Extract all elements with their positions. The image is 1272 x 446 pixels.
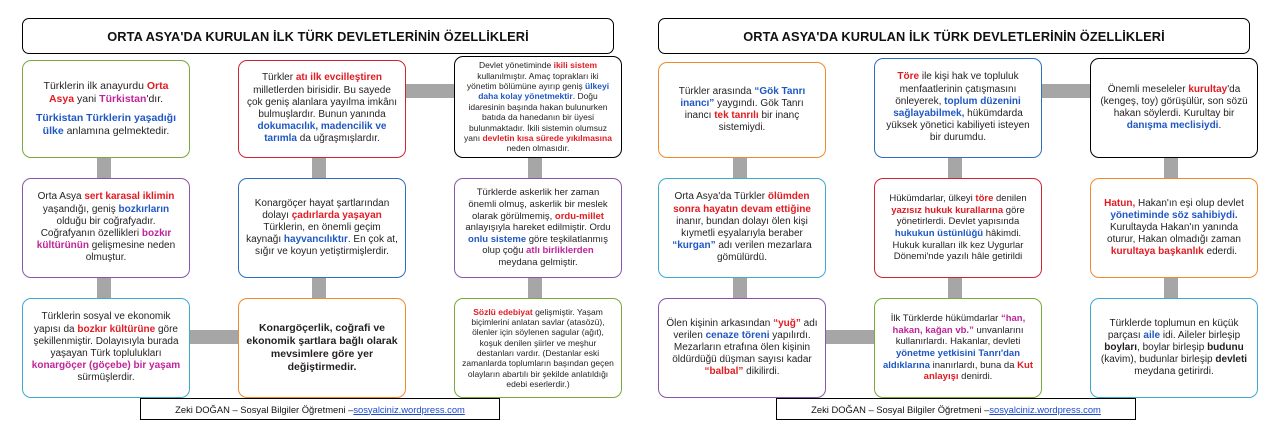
connector-r-c1c2-bottom	[821, 330, 881, 344]
box-left-c3r2-text: Türklerde askerlik her zaman önemli olmuş, askerlik bir meslek olarak görülmemiş, ordu-millet anlayışıyla hareket edilmiştir. Ordu onlu sisteme göre teşkilatlanmış olup çoğu atlı birliklerden meydana gelmiştir.	[465, 187, 611, 268]
box-right-c3r3-text: Türklerde toplumun en küçük parçası aile idi. Aileler birleşip boyları, boylar birleşip budunu (kavim), budunlar birleşip devleti meydana getirirdi.	[1100, 317, 1248, 378]
connector-r-c2c3-top	[1036, 84, 1096, 98]
connector-l-c2c3-top	[400, 84, 460, 98]
connector-l-c1-r2r3	[97, 278, 111, 298]
box-right-c2r2[interactable]	[874, 178, 1042, 278]
connector-r-c2-r1r2	[948, 158, 962, 178]
box-right-c2r3-text: İlk Türklerde hükümdarlar “han, hakan, kağan vb.” unvanlarını kullanırlardı. Hakanlar, devleti yönetme yetkisini Tanrı'dan aldıklarına inanırlardı, buna da Kut anlayışı denirdi.	[883, 313, 1033, 383]
connector-r-c1-r1r2	[733, 158, 747, 178]
box-left-c3r3-text: Sözlü edebiyat gelişmiştir. Yaşam biçimlerini anlatan savlar (atasözü), ölenler için söylenen sagular (ağıt), koşuk denilen şiirler ve meşhur destanları vardır. (Destanlar eski zamanlarda toplumların başından geçen olayların abartılı bir şekilde anlatıldığı edebi eserlerdir.)	[462, 306, 614, 390]
connector-r-c3-r2r3	[1164, 278, 1178, 298]
footer-left-link[interactable]: sosyalciniz.wordpress.com	[353, 403, 465, 415]
box-left-c1r1-p2: Türkistan Türklerin yaşadığı ülke anlamına gelmektedir.	[35, 112, 177, 137]
box-left-c1r1-p1: Türklerin ilk anayurdu Orta Asya yani Türkistan'dır.	[43, 80, 169, 106]
connector-l-c3-r1r2	[528, 158, 542, 178]
box-right-c2r1-text: Töre ile kişi hak ve topluluk menfaatlerinin çatışmasını önleyerek, toplum düzenini sağlayabilmek, hükümdarda yüksek yönetici kabiliyeti isteyen bir durumdu.	[886, 71, 1030, 144]
panel-right	[636, 0, 1272, 446]
box-left-c1r2[interactable]	[22, 178, 190, 278]
page-title-right	[658, 18, 1250, 54]
box-right-c1r1[interactable]	[658, 62, 826, 158]
footer-right-text: Zeki DOĞAN – Sosyal Bilgiler Öğretmeni –	[811, 403, 990, 415]
footer-left-text: Zeki DOĞAN – Sosyal Bilgiler Öğretmeni –	[175, 403, 354, 415]
box-right-c1r3-text: Ölen kişinin arkasından “yuğ” adı verilen cenaze töreni yapılırdı. Mezarların etrafına ölen kişinin öldürdüğü düşman sayısı kadar “balbal” dikilirdi.	[666, 317, 818, 378]
connector-l-c3-r2r3	[528, 278, 542, 298]
connector-l-c1c2-bottom	[185, 330, 245, 344]
box-left-c2r1[interactable]	[238, 60, 406, 158]
box-right-c1r3[interactable]	[658, 298, 826, 398]
box-right-c3r2[interactable]	[1090, 178, 1258, 278]
box-right-c3r2-text: Hatun, Hakan'ın eşi olup devlet yönetiminde söz sahibiydi. Kurultayda Hakan'ın yanında oturur, Hakan olmadığı zaman kurultaya başkanlık ederdi.	[1104, 197, 1244, 258]
page-title-left	[22, 18, 614, 54]
connector-r-c1-r2r3	[733, 278, 747, 298]
box-left-c2r3[interactable]	[238, 298, 406, 398]
box-right-c1r1-text: Türkler arasında “Gök Tanrı inancı” yaygındı. Gök Tanrı inancı tek tanrılı bir inanç sistemiydi.	[678, 85, 806, 134]
footer-right	[776, 398, 1136, 420]
box-right-c2r2-text: Hükümdarlar, ülkeyi töre denilen yazısız hukuk kurallarına göre yönetirlerdi. Devlet yapısında hukukun üstünlüğü hâkimdi. Hukuk kuralları ilk kez Uygurlar Dönemi'nde yazılı hâle getirildi	[889, 193, 1027, 263]
box-left-c2r3-text: Konargöçerlik, coğrafi ve ekonomik şartlara bağlı olarak mevsimlere göre yer değiştirmedir.	[246, 322, 398, 373]
box-right-c3r1[interactable]	[1090, 58, 1258, 158]
box-left-c1r2-text: Orta Asya sert karasal iklimin yaşandığı, geniş bozkırların olduğu bir coğrafyadır. Coğrafyanın özellikleri bozkır kültürünün gelişmesine neden olmuştur.	[36, 191, 176, 264]
connector-l-c1-r1r2	[97, 158, 111, 178]
footer-right-link[interactable]: sosyalciniz.wordpress.com	[989, 403, 1101, 415]
footer-left	[140, 398, 500, 420]
box-right-c2r3[interactable]	[874, 298, 1042, 398]
box-left-c3r2[interactable]	[454, 178, 622, 278]
box-left-c3r3[interactable]	[454, 298, 622, 398]
box-right-c3r1-text: Önemli meseleler kurultay'da (kengeş, toy) görüşülür, son sözü hakan söylerdi. Kurultay bir danışma meclisiydi.	[1100, 83, 1248, 132]
connector-r-c2-r2r3	[948, 278, 962, 298]
box-left-c2r2-text: Konargöçer hayat şartlarından dolayı çadırlarda yaşayan Türklerin, en önemli geçim kaynağı hayvancılıktır. En çok at, sığır ve koyun yetiştirmişlerdir.	[246, 197, 398, 258]
box-right-c2r1[interactable]	[874, 58, 1042, 158]
box-right-c1r2[interactable]	[658, 178, 826, 278]
box-left-c3r1[interactable]	[454, 56, 622, 158]
box-left-c1r1[interactable]	[22, 60, 190, 158]
connector-l-c2-r2r3	[312, 278, 326, 298]
connector-r-c3-r1r2	[1164, 158, 1178, 178]
page-title-left-text: ORTA ASYA'DA KURULAN İLK TÜRK DEVLETLERİNİN ÖZELLİKLERİ	[107, 28, 529, 44]
page-title-right-text: ORTA ASYA'DA KURULAN İLK TÜRK DEVLETLERİNİN ÖZELLİKLERİ	[743, 28, 1165, 44]
box-left-c2r2[interactable]	[238, 178, 406, 278]
connector-l-c2-r1r2	[312, 158, 326, 178]
box-right-c1r2-text: Orta Asya'da Türkler ölümden sonra hayatın devam ettiğine inanır, bundan dolayı ölen kişi kıymetli eşyalarıyla beraber “kurgan” adı verilen mezarlara gömülürdü.	[672, 191, 812, 264]
box-left-c1r3[interactable]	[22, 298, 190, 398]
box-left-c2r1-text: Türkler atı ilk evcilleştiren milletlerden birisidir. Bu sayede çok geniş alanlara yayılma imkânı bulmuşlardır. Bunun yanında dokumacılık, madencilik ve tarımla da uğraşmışlardır.	[246, 72, 398, 145]
box-left-c1r3-text: Türklerin sosyal ve ekonomik yapısı da bozkır kültürüne göre şekillenmiştir. Dolayısıyla burada yaşayan Türk toplulukları konargöçer (göçebe) bir yaşam sürmüşlerdir.	[31, 311, 181, 384]
box-right-c3r3[interactable]	[1090, 298, 1258, 398]
box-left-c3r1-text: Devlet yönetiminde ikili sistem kullanılmıştır. Amaç toprakları iki yönetim bölümüne ayırıp geniş ülkeyi daha kolay yönetmektir. Doğu idaresinin başında hakan bulunurken batıda da hanedanın bir üyesi bulunmaktadır. İkili sistemin olumsuz yanı devletin kısa sürede yıkılmasına neden olmasıdır.	[464, 60, 612, 154]
